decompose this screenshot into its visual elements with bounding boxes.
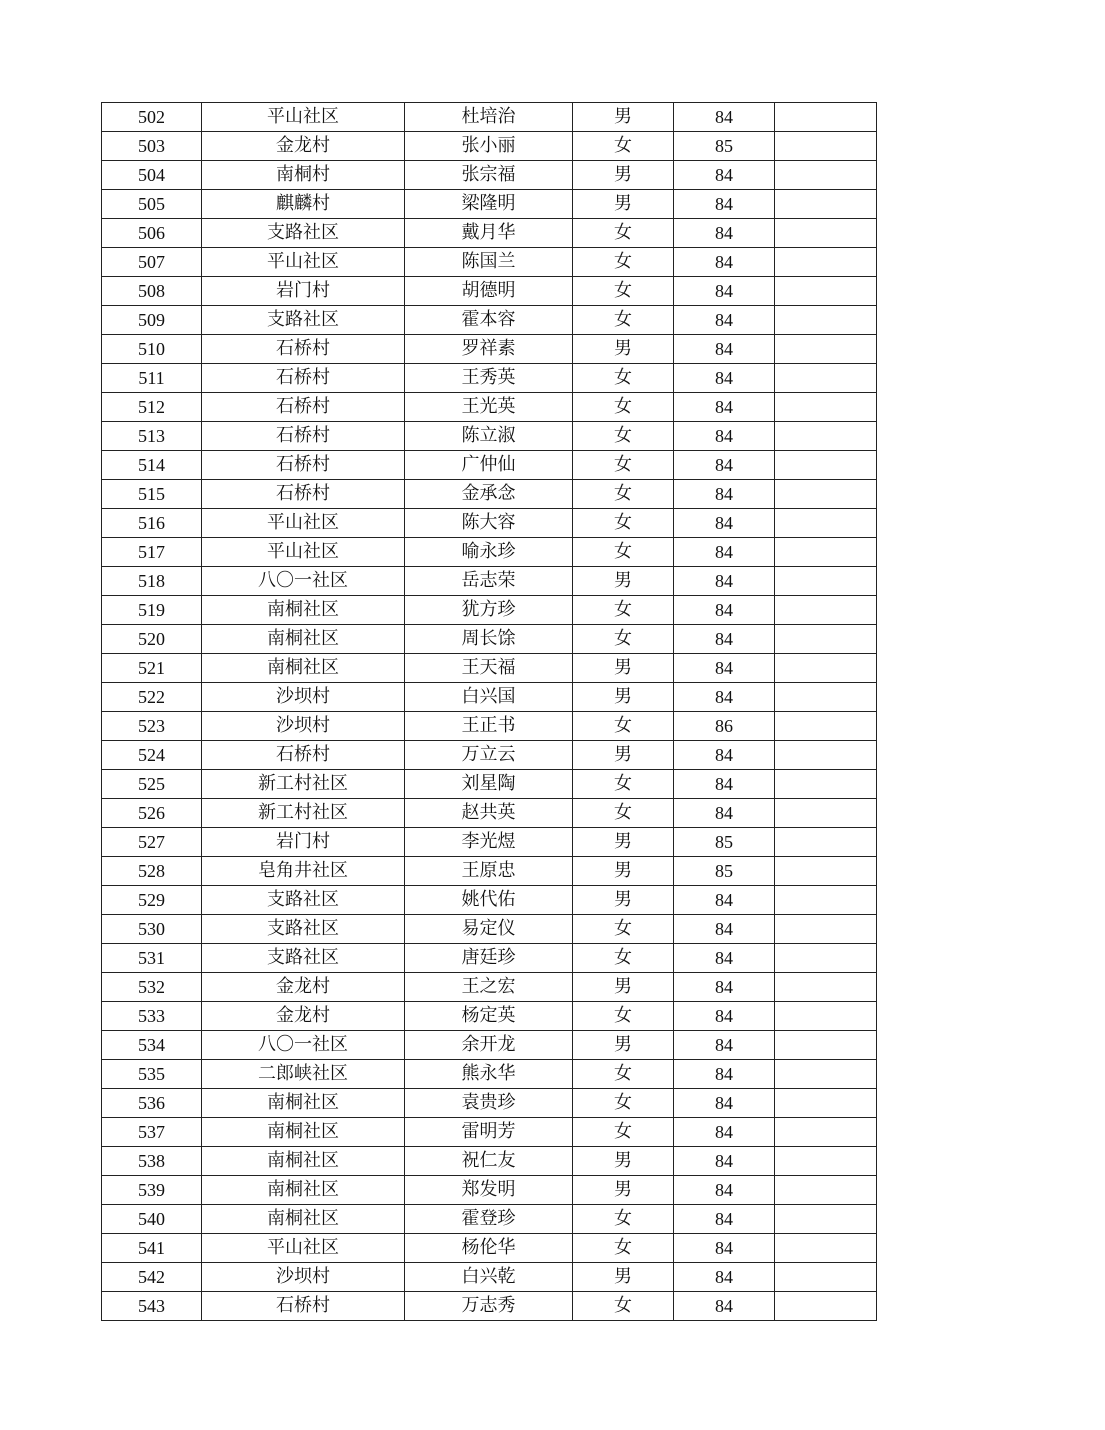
note-cell (775, 1031, 877, 1060)
village-cell: 平山社区 (202, 509, 405, 538)
row-number-cell: 537 (102, 1118, 202, 1147)
village-cell: 石桥村 (202, 480, 405, 509)
table-row (102, 451, 877, 480)
row-number-cell: 505 (102, 190, 202, 219)
age-cell: 84 (674, 567, 775, 596)
gender-cell: 男 (573, 857, 674, 886)
name-cell: 犹方珍 (405, 596, 573, 625)
row-number-cell: 512 (102, 393, 202, 422)
row-number-cell: 504 (102, 161, 202, 190)
note-cell (775, 1176, 877, 1205)
age-cell: 84 (674, 190, 775, 219)
table-row (102, 248, 877, 277)
note-cell (775, 828, 877, 857)
table-row (102, 828, 877, 857)
name-cell: 白兴国 (405, 683, 573, 712)
note-cell (775, 364, 877, 393)
village-cell: 平山社区 (202, 103, 405, 132)
name-cell: 周长馀 (405, 625, 573, 654)
village-cell: 金龙村 (202, 132, 405, 161)
name-cell: 李光煜 (405, 828, 573, 857)
village-cell: 平山社区 (202, 538, 405, 567)
village-cell: 石桥村 (202, 422, 405, 451)
age-cell: 84 (674, 1089, 775, 1118)
name-cell: 刘星陶 (405, 770, 573, 799)
age-cell: 84 (674, 538, 775, 567)
row-number-cell: 533 (102, 1002, 202, 1031)
village-cell: 南桐社区 (202, 1176, 405, 1205)
village-cell: 新工村社区 (202, 770, 405, 799)
note-cell (775, 1060, 877, 1089)
village-cell: 新工村社区 (202, 799, 405, 828)
row-number-cell: 542 (102, 1263, 202, 1292)
age-cell: 86 (674, 712, 775, 741)
village-cell: 南桐社区 (202, 596, 405, 625)
note-cell (775, 248, 877, 277)
name-cell: 易定仪 (405, 915, 573, 944)
village-cell: 石桥村 (202, 393, 405, 422)
name-cell: 白兴乾 (405, 1263, 573, 1292)
row-number-cell: 513 (102, 422, 202, 451)
table-row (102, 973, 877, 1002)
note-cell (775, 1263, 877, 1292)
age-cell: 84 (674, 1205, 775, 1234)
gender-cell: 男 (573, 190, 674, 219)
name-cell: 杨伦华 (405, 1234, 573, 1263)
note-cell (775, 480, 877, 509)
name-cell: 岳志荣 (405, 567, 573, 596)
name-cell: 唐廷珍 (405, 944, 573, 973)
age-cell: 84 (674, 219, 775, 248)
village-cell: 岩门村 (202, 277, 405, 306)
note-cell (775, 161, 877, 190)
note-cell (775, 277, 877, 306)
row-number-cell: 507 (102, 248, 202, 277)
village-cell: 石桥村 (202, 335, 405, 364)
table-row (102, 1002, 877, 1031)
gender-cell: 男 (573, 1176, 674, 1205)
table-row (102, 625, 877, 654)
table-row (102, 103, 877, 132)
table-row (102, 1089, 877, 1118)
gender-cell: 女 (573, 277, 674, 306)
note-cell (775, 1118, 877, 1147)
age-cell: 84 (674, 625, 775, 654)
age-cell: 84 (674, 741, 775, 770)
age-cell: 85 (674, 828, 775, 857)
name-cell: 金承念 (405, 480, 573, 509)
row-number-cell: 519 (102, 596, 202, 625)
row-number-cell: 514 (102, 451, 202, 480)
table-row (102, 1292, 877, 1321)
row-number-cell: 539 (102, 1176, 202, 1205)
note-cell (775, 944, 877, 973)
row-number-cell: 541 (102, 1234, 202, 1263)
gender-cell: 女 (573, 712, 674, 741)
row-number-cell: 527 (102, 828, 202, 857)
village-cell: 南桐社区 (202, 1089, 405, 1118)
note-cell (775, 190, 877, 219)
table-row (102, 915, 877, 944)
gender-cell: 男 (573, 335, 674, 364)
gender-cell: 女 (573, 509, 674, 538)
gender-cell: 男 (573, 103, 674, 132)
name-cell: 郑发明 (405, 1176, 573, 1205)
table-row (102, 944, 877, 973)
age-cell: 84 (674, 1234, 775, 1263)
row-number-cell: 520 (102, 625, 202, 654)
row-number-cell: 526 (102, 799, 202, 828)
village-cell: 南桐社区 (202, 654, 405, 683)
table-row (102, 161, 877, 190)
village-cell: 南桐社区 (202, 625, 405, 654)
table-row (102, 1234, 877, 1263)
table-row (102, 509, 877, 538)
table-row (102, 857, 877, 886)
row-number-cell: 525 (102, 770, 202, 799)
village-cell: 石桥村 (202, 1292, 405, 1321)
table-row (102, 799, 877, 828)
gender-cell: 女 (573, 219, 674, 248)
name-cell: 余开龙 (405, 1031, 573, 1060)
gender-cell: 女 (573, 1002, 674, 1031)
row-number-cell: 540 (102, 1205, 202, 1234)
note-cell (775, 683, 877, 712)
age-cell: 84 (674, 364, 775, 393)
village-cell: 支路社区 (202, 944, 405, 973)
age-cell: 84 (674, 770, 775, 799)
gender-cell: 男 (573, 1147, 674, 1176)
name-cell: 熊永华 (405, 1060, 573, 1089)
name-cell: 霍登珍 (405, 1205, 573, 1234)
gender-cell: 女 (573, 451, 674, 480)
table-row (102, 596, 877, 625)
row-number-cell: 517 (102, 538, 202, 567)
name-cell: 王正书 (405, 712, 573, 741)
table-row (102, 132, 877, 161)
village-cell: 岩门村 (202, 828, 405, 857)
gender-cell: 男 (573, 1263, 674, 1292)
age-cell: 84 (674, 248, 775, 277)
table-row (102, 712, 877, 741)
age-cell: 84 (674, 683, 775, 712)
gender-cell: 女 (573, 770, 674, 799)
name-cell: 梁隆明 (405, 190, 573, 219)
village-cell: 金龙村 (202, 973, 405, 1002)
age-cell: 84 (674, 799, 775, 828)
name-cell: 广仲仙 (405, 451, 573, 480)
row-number-cell: 523 (102, 712, 202, 741)
village-cell: 沙坝村 (202, 683, 405, 712)
name-cell: 胡德明 (405, 277, 573, 306)
age-cell: 84 (674, 654, 775, 683)
village-cell: 沙坝村 (202, 1263, 405, 1292)
name-cell: 王光英 (405, 393, 573, 422)
roster-table-body (102, 103, 877, 1321)
note-cell (775, 1234, 877, 1263)
gender-cell: 女 (573, 306, 674, 335)
age-cell: 84 (674, 944, 775, 973)
table-row (102, 1205, 877, 1234)
gender-cell: 女 (573, 538, 674, 567)
row-number-cell: 543 (102, 1292, 202, 1321)
table-row (102, 190, 877, 219)
gender-cell: 女 (573, 364, 674, 393)
name-cell: 万立云 (405, 741, 573, 770)
name-cell: 王天福 (405, 654, 573, 683)
age-cell: 85 (674, 857, 775, 886)
gender-cell: 男 (573, 828, 674, 857)
note-cell (775, 654, 877, 683)
row-number-cell: 528 (102, 857, 202, 886)
note-cell (775, 219, 877, 248)
table-row (102, 770, 877, 799)
row-number-cell: 515 (102, 480, 202, 509)
gender-cell: 女 (573, 132, 674, 161)
note-cell (775, 886, 877, 915)
table-row (102, 306, 877, 335)
name-cell: 杨定英 (405, 1002, 573, 1031)
gender-cell: 男 (573, 683, 674, 712)
age-cell: 84 (674, 451, 775, 480)
name-cell: 杜培治 (405, 103, 573, 132)
village-cell: 八〇一社区 (202, 567, 405, 596)
village-cell: 南桐社区 (202, 1205, 405, 1234)
age-cell: 84 (674, 393, 775, 422)
table-row (102, 480, 877, 509)
age-cell: 84 (674, 306, 775, 335)
gender-cell: 女 (573, 596, 674, 625)
note-cell (775, 973, 877, 1002)
note-cell (775, 1205, 877, 1234)
age-cell: 84 (674, 277, 775, 306)
name-cell: 王之宏 (405, 973, 573, 1002)
gender-cell: 女 (573, 915, 674, 944)
note-cell (775, 509, 877, 538)
village-cell: 平山社区 (202, 248, 405, 277)
gender-cell: 女 (573, 1060, 674, 1089)
name-cell: 王原忠 (405, 857, 573, 886)
gender-cell: 女 (573, 944, 674, 973)
note-cell (775, 915, 877, 944)
row-number-cell: 521 (102, 654, 202, 683)
age-cell: 84 (674, 973, 775, 1002)
name-cell: 陈大容 (405, 509, 573, 538)
note-cell (775, 770, 877, 799)
village-cell: 石桥村 (202, 364, 405, 393)
gender-cell: 女 (573, 1292, 674, 1321)
name-cell: 喻永珍 (405, 538, 573, 567)
table-row (102, 683, 877, 712)
name-cell: 罗祥素 (405, 335, 573, 364)
table-row (102, 393, 877, 422)
age-cell: 84 (674, 1118, 775, 1147)
age-cell: 84 (674, 1031, 775, 1060)
table-row (102, 1147, 877, 1176)
age-cell: 84 (674, 335, 775, 364)
name-cell: 陈国兰 (405, 248, 573, 277)
name-cell: 万志秀 (405, 1292, 573, 1321)
village-cell: 南桐社区 (202, 1147, 405, 1176)
table-row (102, 886, 877, 915)
gender-cell: 男 (573, 886, 674, 915)
gender-cell: 女 (573, 1205, 674, 1234)
age-cell: 84 (674, 422, 775, 451)
row-number-cell: 518 (102, 567, 202, 596)
table-row (102, 335, 877, 364)
age-cell: 84 (674, 1292, 775, 1321)
table-row (102, 567, 877, 596)
gender-cell: 男 (573, 654, 674, 683)
gender-cell: 男 (573, 567, 674, 596)
row-number-cell: 522 (102, 683, 202, 712)
row-number-cell: 530 (102, 915, 202, 944)
name-cell: 霍本容 (405, 306, 573, 335)
village-cell: 沙坝村 (202, 712, 405, 741)
village-cell: 支路社区 (202, 219, 405, 248)
gender-cell: 女 (573, 422, 674, 451)
note-cell (775, 799, 877, 828)
age-cell: 84 (674, 103, 775, 132)
village-cell: 支路社区 (202, 886, 405, 915)
table-row (102, 219, 877, 248)
village-cell: 石桥村 (202, 741, 405, 770)
name-cell: 张宗福 (405, 161, 573, 190)
name-cell: 张小丽 (405, 132, 573, 161)
note-cell (775, 857, 877, 886)
table-row (102, 538, 877, 567)
age-cell: 84 (674, 1147, 775, 1176)
table-row (102, 741, 877, 770)
row-number-cell: 535 (102, 1060, 202, 1089)
village-cell: 南桐村 (202, 161, 405, 190)
gender-cell: 女 (573, 248, 674, 277)
name-cell: 袁贵珍 (405, 1089, 573, 1118)
row-number-cell: 536 (102, 1089, 202, 1118)
village-cell: 八〇一社区 (202, 1031, 405, 1060)
village-cell: 支路社区 (202, 915, 405, 944)
row-number-cell: 508 (102, 277, 202, 306)
row-number-cell: 529 (102, 886, 202, 915)
age-cell: 84 (674, 480, 775, 509)
row-number-cell: 506 (102, 219, 202, 248)
age-cell: 84 (674, 915, 775, 944)
row-number-cell: 534 (102, 1031, 202, 1060)
note-cell (775, 625, 877, 654)
name-cell: 祝仁友 (405, 1147, 573, 1176)
age-cell: 85 (674, 132, 775, 161)
name-cell: 雷明芳 (405, 1118, 573, 1147)
table-row (102, 1118, 877, 1147)
age-cell: 84 (674, 1060, 775, 1089)
village-cell: 二郎峡社区 (202, 1060, 405, 1089)
gender-cell: 男 (573, 161, 674, 190)
row-number-cell: 509 (102, 306, 202, 335)
table-row (102, 422, 877, 451)
row-number-cell: 502 (102, 103, 202, 132)
row-number-cell: 510 (102, 335, 202, 364)
note-cell (775, 596, 877, 625)
gender-cell: 女 (573, 1089, 674, 1118)
gender-cell: 女 (573, 1118, 674, 1147)
row-number-cell: 511 (102, 364, 202, 393)
table-row (102, 1263, 877, 1292)
note-cell (775, 1147, 877, 1176)
age-cell: 84 (674, 161, 775, 190)
gender-cell: 男 (573, 1031, 674, 1060)
table-row (102, 654, 877, 683)
note-cell (775, 422, 877, 451)
note-cell (775, 451, 877, 480)
note-cell (775, 1089, 877, 1118)
gender-cell: 女 (573, 480, 674, 509)
village-cell: 平山社区 (202, 1234, 405, 1263)
gender-cell: 女 (573, 799, 674, 828)
note-cell (775, 712, 877, 741)
gender-cell: 女 (573, 625, 674, 654)
note-cell (775, 1002, 877, 1031)
table-row (102, 1176, 877, 1205)
note-cell (775, 567, 877, 596)
note-cell (775, 103, 877, 132)
note-cell (775, 538, 877, 567)
note-cell (775, 741, 877, 770)
village-cell: 南桐社区 (202, 1118, 405, 1147)
note-cell (775, 306, 877, 335)
row-number-cell: 538 (102, 1147, 202, 1176)
name-cell: 王秀英 (405, 364, 573, 393)
note-cell (775, 1292, 877, 1321)
table-row (102, 364, 877, 393)
row-number-cell: 516 (102, 509, 202, 538)
name-cell: 赵共英 (405, 799, 573, 828)
table-row (102, 1031, 877, 1060)
village-cell: 皂角井社区 (202, 857, 405, 886)
village-cell: 麒麟村 (202, 190, 405, 219)
gender-cell: 女 (573, 393, 674, 422)
age-cell: 84 (674, 596, 775, 625)
row-number-cell: 524 (102, 741, 202, 770)
table-row (102, 277, 877, 306)
village-cell: 石桥村 (202, 451, 405, 480)
gender-cell: 女 (573, 1234, 674, 1263)
village-cell: 金龙村 (202, 1002, 405, 1031)
name-cell: 戴月华 (405, 219, 573, 248)
age-cell: 84 (674, 1263, 775, 1292)
note-cell (775, 132, 877, 161)
row-number-cell: 532 (102, 973, 202, 1002)
note-cell (775, 393, 877, 422)
age-cell: 84 (674, 1176, 775, 1205)
age-cell: 84 (674, 1002, 775, 1031)
roster-table (101, 102, 877, 1321)
name-cell: 姚代佑 (405, 886, 573, 915)
gender-cell: 男 (573, 741, 674, 770)
age-cell: 84 (674, 886, 775, 915)
name-cell: 陈立淑 (405, 422, 573, 451)
age-cell: 84 (674, 509, 775, 538)
village-cell: 支路社区 (202, 306, 405, 335)
row-number-cell: 531 (102, 944, 202, 973)
note-cell (775, 335, 877, 364)
row-number-cell: 503 (102, 132, 202, 161)
gender-cell: 男 (573, 973, 674, 1002)
table-row (102, 1060, 877, 1089)
